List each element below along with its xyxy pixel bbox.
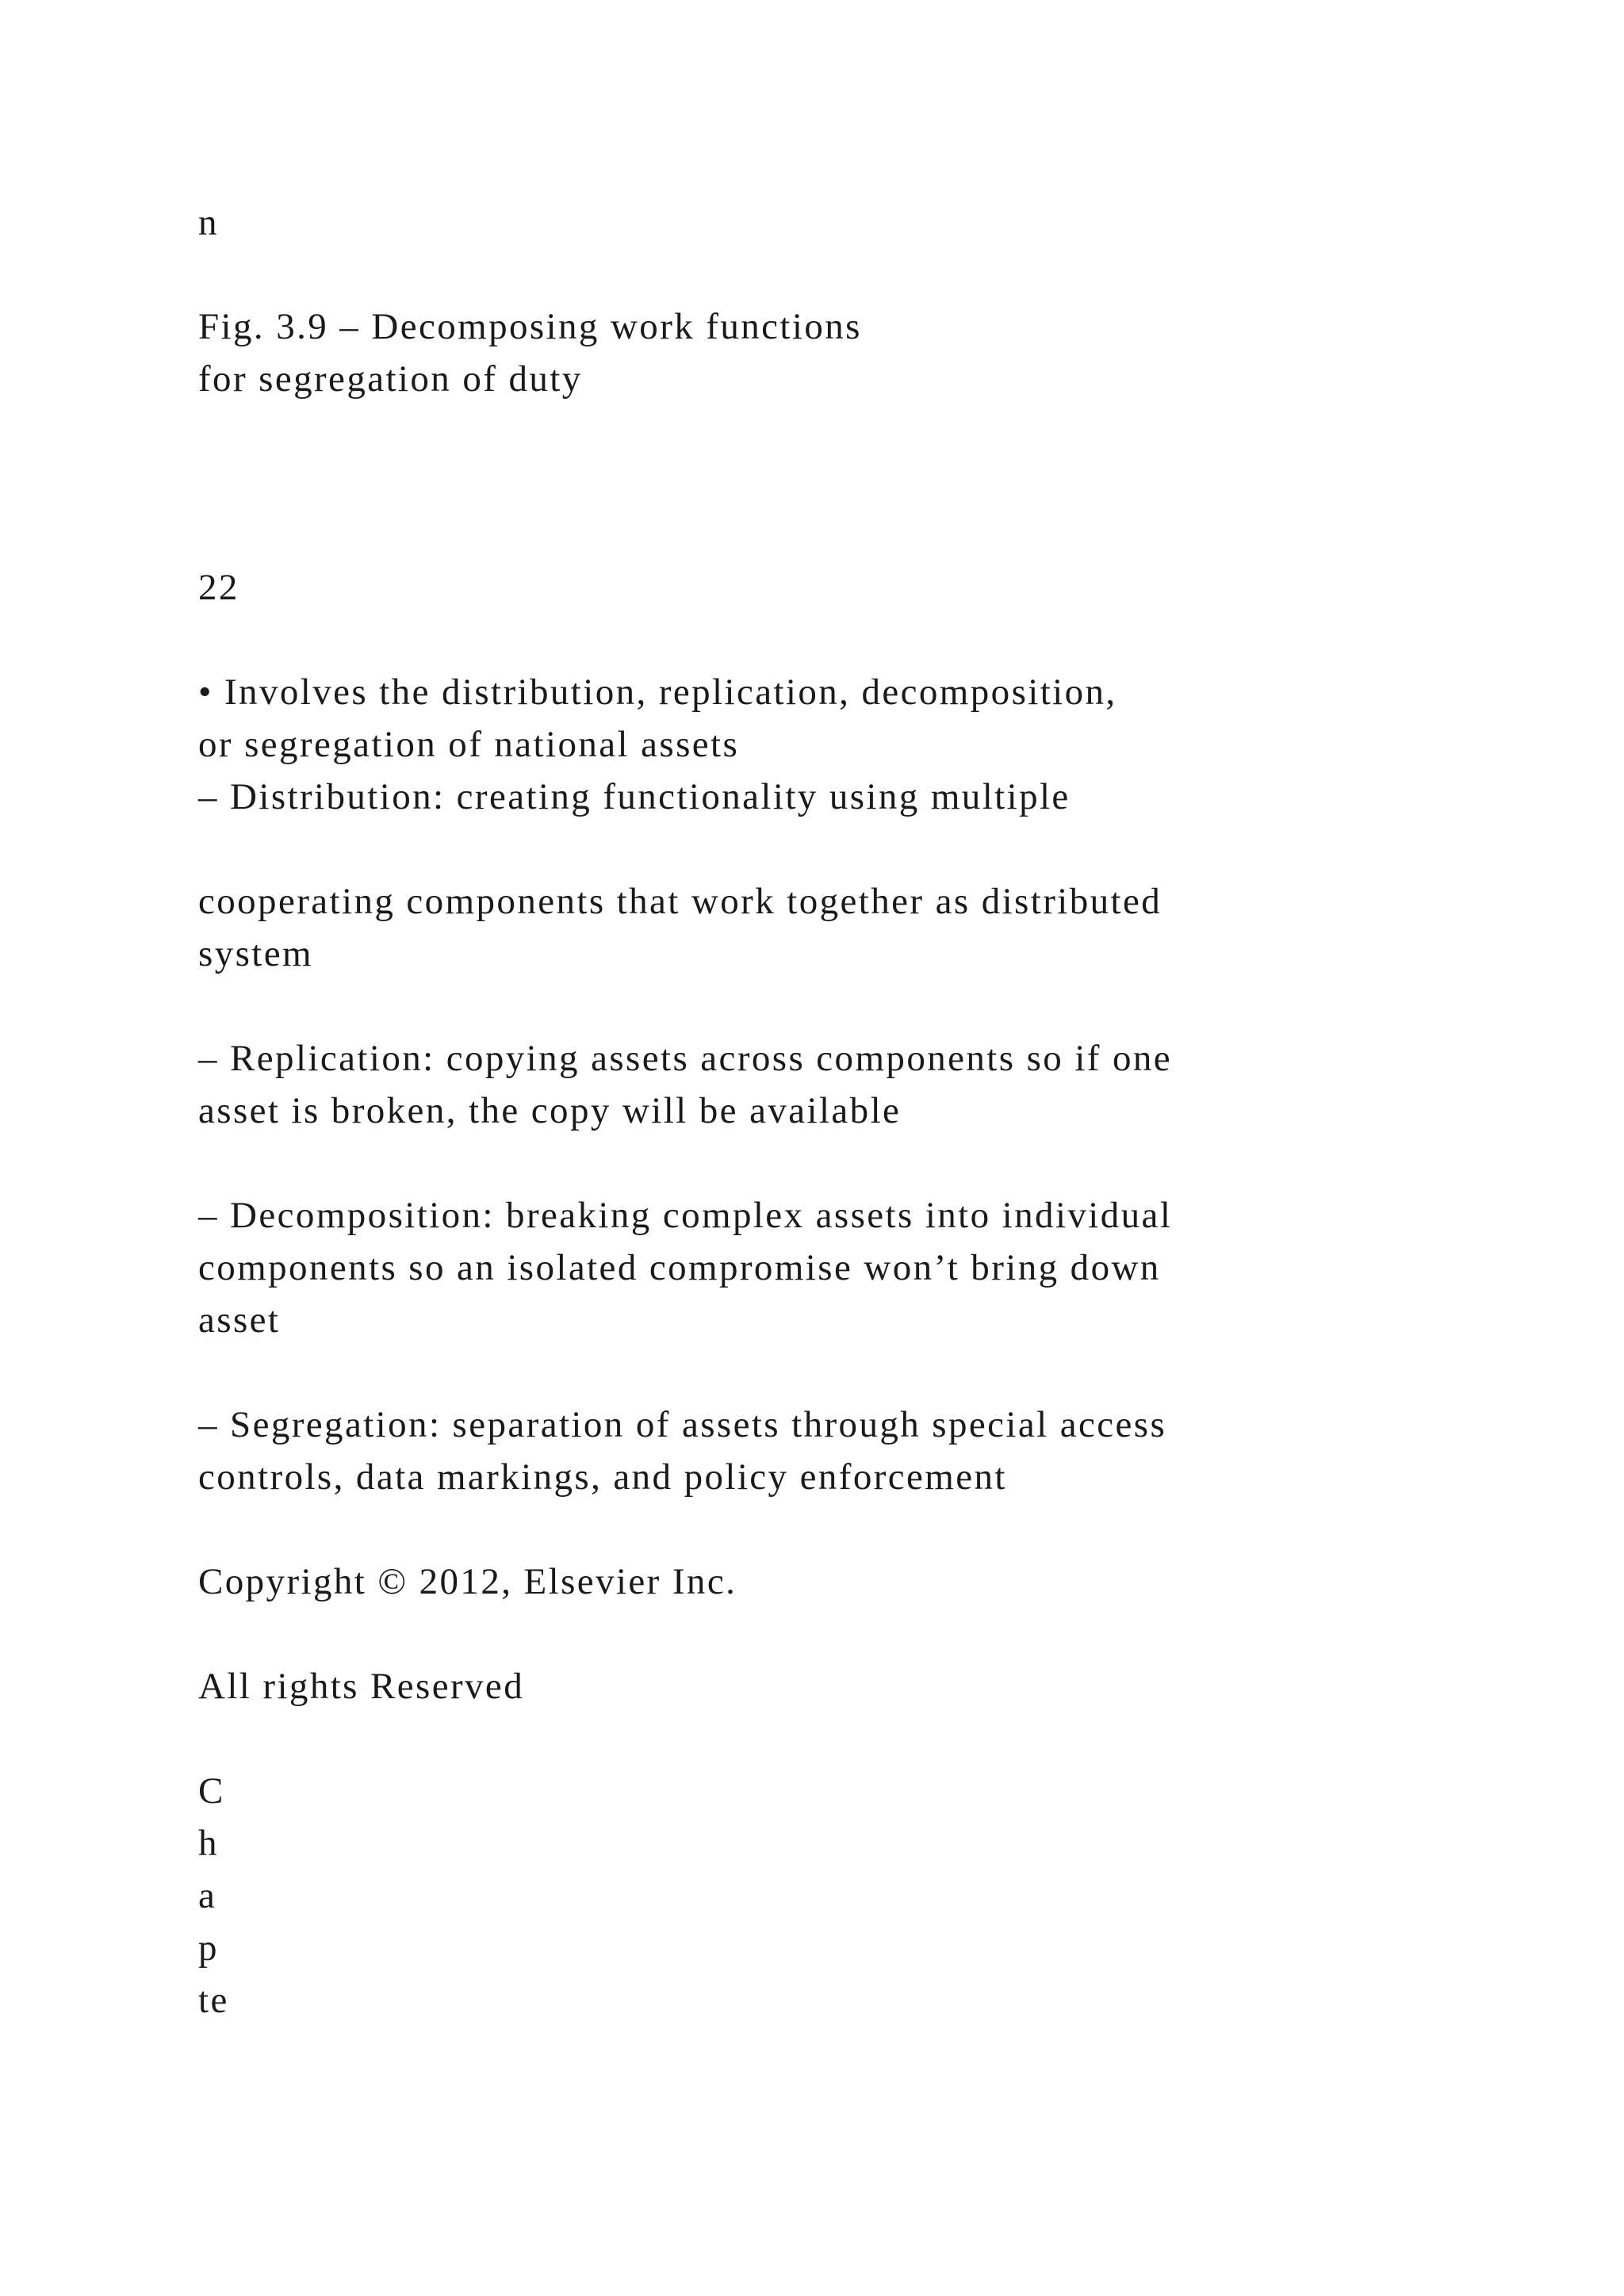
replication-line-2: asset is broken, the copy will be available xyxy=(198,1090,902,1131)
rights-reserved: All rights Reserved xyxy=(198,1666,525,1707)
chapter-fragment-h: h xyxy=(198,1823,219,1864)
chapter-fragment-p: p xyxy=(198,1927,219,1969)
figure-caption-line-2: for segregation of duty xyxy=(198,358,583,400)
slide-number: 22 xyxy=(198,567,239,608)
chapter-fragment-c: C xyxy=(198,1770,225,1812)
segregation-line-1: – Segregation: separation of assets through special access xyxy=(198,1404,1167,1445)
chapter-fragment-te: te xyxy=(198,1980,229,2021)
chapter-fragment-a: a xyxy=(198,1875,217,1916)
copyright-notice: Copyright © 2012, Elsevier Inc. xyxy=(198,1561,737,1602)
segregation-line-2: controls, data markings, and policy enforcement xyxy=(198,1456,1007,1498)
bullet-intro-line-1: • Involves the distribution, replication, decomposition, xyxy=(198,672,1117,713)
distribution-line-3: system xyxy=(198,933,313,974)
decomposition-line-3: asset xyxy=(198,1299,281,1341)
figure-caption-line-1: Fig. 3.9 – Decomposing work functions xyxy=(198,306,862,347)
bullet-intro-line-2: or segregation of national assets xyxy=(198,724,740,765)
decomposition-line-2: components so an isolated compromise won’t bring down xyxy=(198,1247,1161,1288)
text-fragment-n: n xyxy=(198,202,219,243)
distribution-line-1: – Distribution: creating functionality using multiple xyxy=(198,776,1071,817)
replication-line-1: – Replication: copying assets across components so if one xyxy=(198,1038,1173,1079)
decomposition-line-1: – Decomposition: breaking complex assets into individual xyxy=(198,1195,1173,1236)
distribution-line-2: cooperating components that work together as distributed xyxy=(198,881,1162,922)
